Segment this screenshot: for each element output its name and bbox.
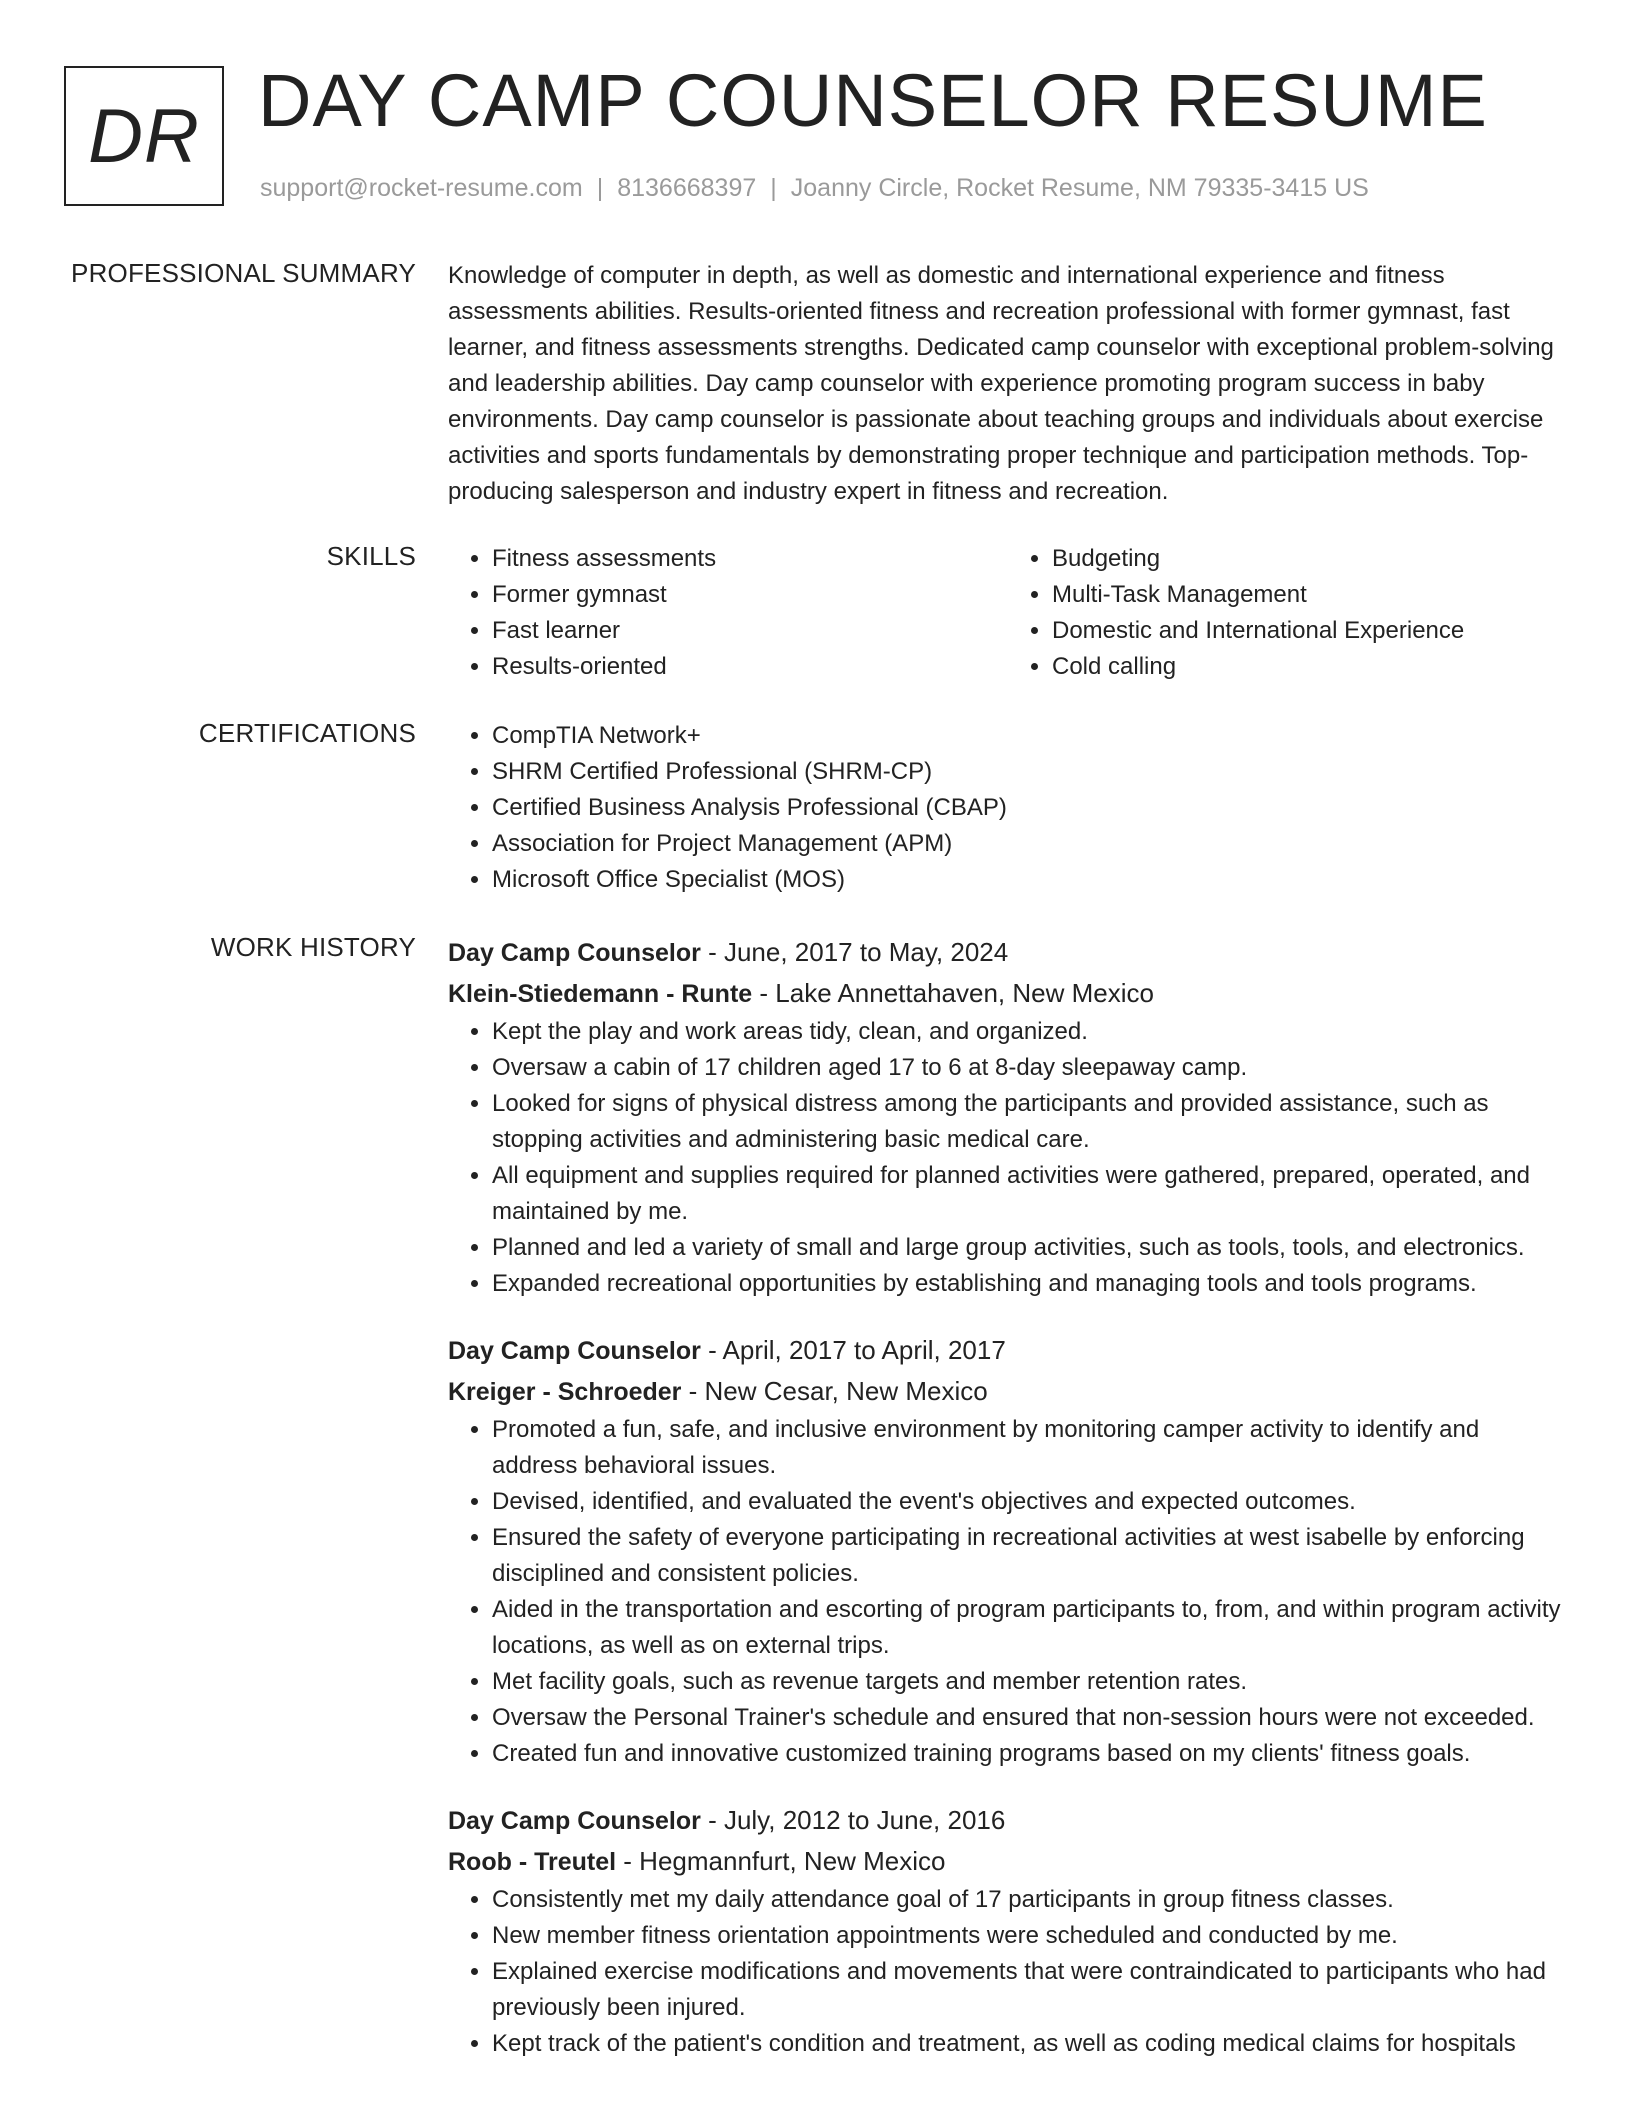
skills-list-left (448, 541, 1008, 685)
job-duty: • Explained exercise modifications and movements that were contraindicated to participants who had previously been injured. (492, 1954, 1568, 2026)
certification-item: • Certified Business Analysis Professional (CBAP) (492, 790, 1568, 826)
job-duty: • New member fitness orientation appointments were scheduled and conducted by me. (492, 1918, 1568, 1954)
skill-item: • Results-oriented (492, 649, 1008, 685)
job-dates: - April, 2017 to April, 2017 (700, 1335, 1006, 1365)
job-duty: • Promoted a fun, safe, and inclusive environment by monitoring camper activity to identify and address behavioral issues. (492, 1412, 1568, 1484)
job-duties-list (448, 1412, 1568, 1772)
contact-separator: | (770, 174, 777, 202)
job-location: - Lake Annettahaven, New Mexico (752, 978, 1154, 1008)
skills-list-right (1008, 541, 1568, 685)
job-entry (448, 1800, 1568, 2062)
job-company-line (448, 1841, 1568, 1882)
certifications-list (448, 718, 1568, 898)
certifications-body (448, 718, 1568, 898)
job-duty: • Devised, identified, and evaluated the event's objectives and expected outcomes. (492, 1484, 1568, 1520)
job-duty: • Aided in the transportation and escorting of program participants to, from, and within program activity locations, as well as on external trips. (492, 1592, 1568, 1664)
certification-item: • CompTIA Network+ (492, 718, 1568, 754)
job-title: Day Camp Counselor (448, 1337, 701, 1365)
summary-heading: PROFESSIONAL SUMMARY (71, 258, 416, 288)
certification-item: • Association for Project Management (APM) (492, 826, 1568, 862)
job-company: Kreiger - Schroeder (448, 1378, 682, 1406)
job-company-line (448, 973, 1568, 1014)
job-title-line (448, 932, 1568, 973)
job-company-line (448, 1371, 1568, 1412)
skill-item: • Fitness assessments (492, 541, 1008, 577)
skill-item: • Fast learner (492, 613, 1008, 649)
resume-title: DAY CAMP COUNSELOR RESUME (258, 59, 1488, 142)
job-location: - Hegmannfurt, New Mexico (616, 1846, 946, 1876)
job-duty: • Expanded recreational opportunities by establishing and managing tools and tools programs. (492, 1266, 1568, 1302)
job-duty: • Looked for signs of physical distress among the participants and provided assistance, such as stopping activities and administering basic medical care. (492, 1086, 1568, 1158)
contact-address: Joanny Circle, Rocket Resume, NM 79335-3415 US (790, 174, 1369, 202)
job-entry (448, 1330, 1568, 1772)
job-duties-list (448, 1014, 1568, 1302)
skill-item: • Cold calling (1052, 649, 1568, 685)
job-company: Klein-Stiedemann - Runte (448, 980, 753, 1008)
job-duty: • Kept track of the patient's condition and treatment, as well as coding medical claims for hospitals (492, 2026, 1568, 2062)
work-history-body (448, 932, 1568, 2090)
job-duty: • Oversaw a cabin of 17 children aged 17 to 6 at 8-day sleepaway camp. (492, 1050, 1568, 1086)
skill-item: • Budgeting (1052, 541, 1568, 577)
job-title: Day Camp Counselor (448, 1807, 701, 1835)
contact-phone[interactable]: 8136668397 (617, 174, 757, 202)
certification-item: • Microsoft Office Specialist (MOS) (492, 862, 1568, 898)
job-company: Roob - Treutel (448, 1848, 617, 1876)
certifications-heading: CERTIFICATIONS (198, 718, 416, 748)
job-duty: • Created fun and innovative customized training programs based on my clients' fitness goals. (492, 1736, 1568, 1772)
job-title: Day Camp Counselor (448, 939, 701, 967)
job-duty: • Consistently met my daily attendance goal of 17 participants in group fitness classes. (492, 1882, 1568, 1918)
job-location: - New Cesar, New Mexico (681, 1376, 988, 1406)
skill-item: • Former gymnast (492, 577, 1008, 613)
job-duty: • All equipment and supplies required for planned activities were gathered, prepared, operated, and maintained by me. (492, 1158, 1568, 1230)
monogram-initials: DR (88, 93, 200, 179)
skills-columns (448, 541, 1568, 685)
contact-email[interactable]: support@rocket-resume.com (260, 174, 583, 202)
job-dates: - June, 2017 to May, 2024 (700, 937, 1009, 967)
job-duty: • Planned and led a variety of small and large group activities, such as tools, tools, and electronics. (492, 1230, 1568, 1266)
skill-item: • Domestic and International Experience (1052, 613, 1568, 649)
skills-heading: SKILLS (326, 541, 416, 571)
summary-text: Knowledge of computer in depth, as well as domestic and international experience and fitness assessments abilities. Results-oriented fitness and recreation professional with former gymnast, fast learner, and fitness assessments strengths. Dedicated camp counselor with exceptional problem-solving and leadership abilities. Day camp counselor with experience promoting program success in baby environments. Day camp counselor is passionate about teaching groups and individuals about exercise activities and sports fundamentals by demonstrating proper technique and participation methods. Top-producing salesperson and industry expert in fitness and recreation. (448, 262, 1554, 505)
job-duty: • Oversaw the Personal Trainer's schedule and ensured that non-session hours were not exceeded. (492, 1700, 1568, 1736)
contact-line (260, 174, 1369, 203)
job-title-line (448, 1800, 1568, 1841)
job-entry (448, 932, 1568, 1302)
contact-separator: | (596, 174, 604, 202)
work-history-heading: WORK HISTORY (210, 932, 416, 962)
job-title-line (448, 1330, 1568, 1371)
job-duty: • Ensured the safety of everyone participating in recreational activities at west isabelle by enforcing disciplined and consistent policies. (492, 1520, 1568, 1592)
job-duty: • Met facility goals, such as revenue targets and member retention rates. (492, 1664, 1568, 1700)
job-duty: • Kept the play and work areas tidy, clean, and organized. (492, 1014, 1568, 1050)
skill-item: • Multi-Task Management (1052, 577, 1568, 613)
certification-item: • SHRM Certified Professional (SHRM-CP) (492, 754, 1568, 790)
job-duties-list (448, 1882, 1568, 2062)
job-dates: - July, 2012 to June, 2016 (700, 1805, 1006, 1835)
monogram-badge (64, 66, 224, 206)
